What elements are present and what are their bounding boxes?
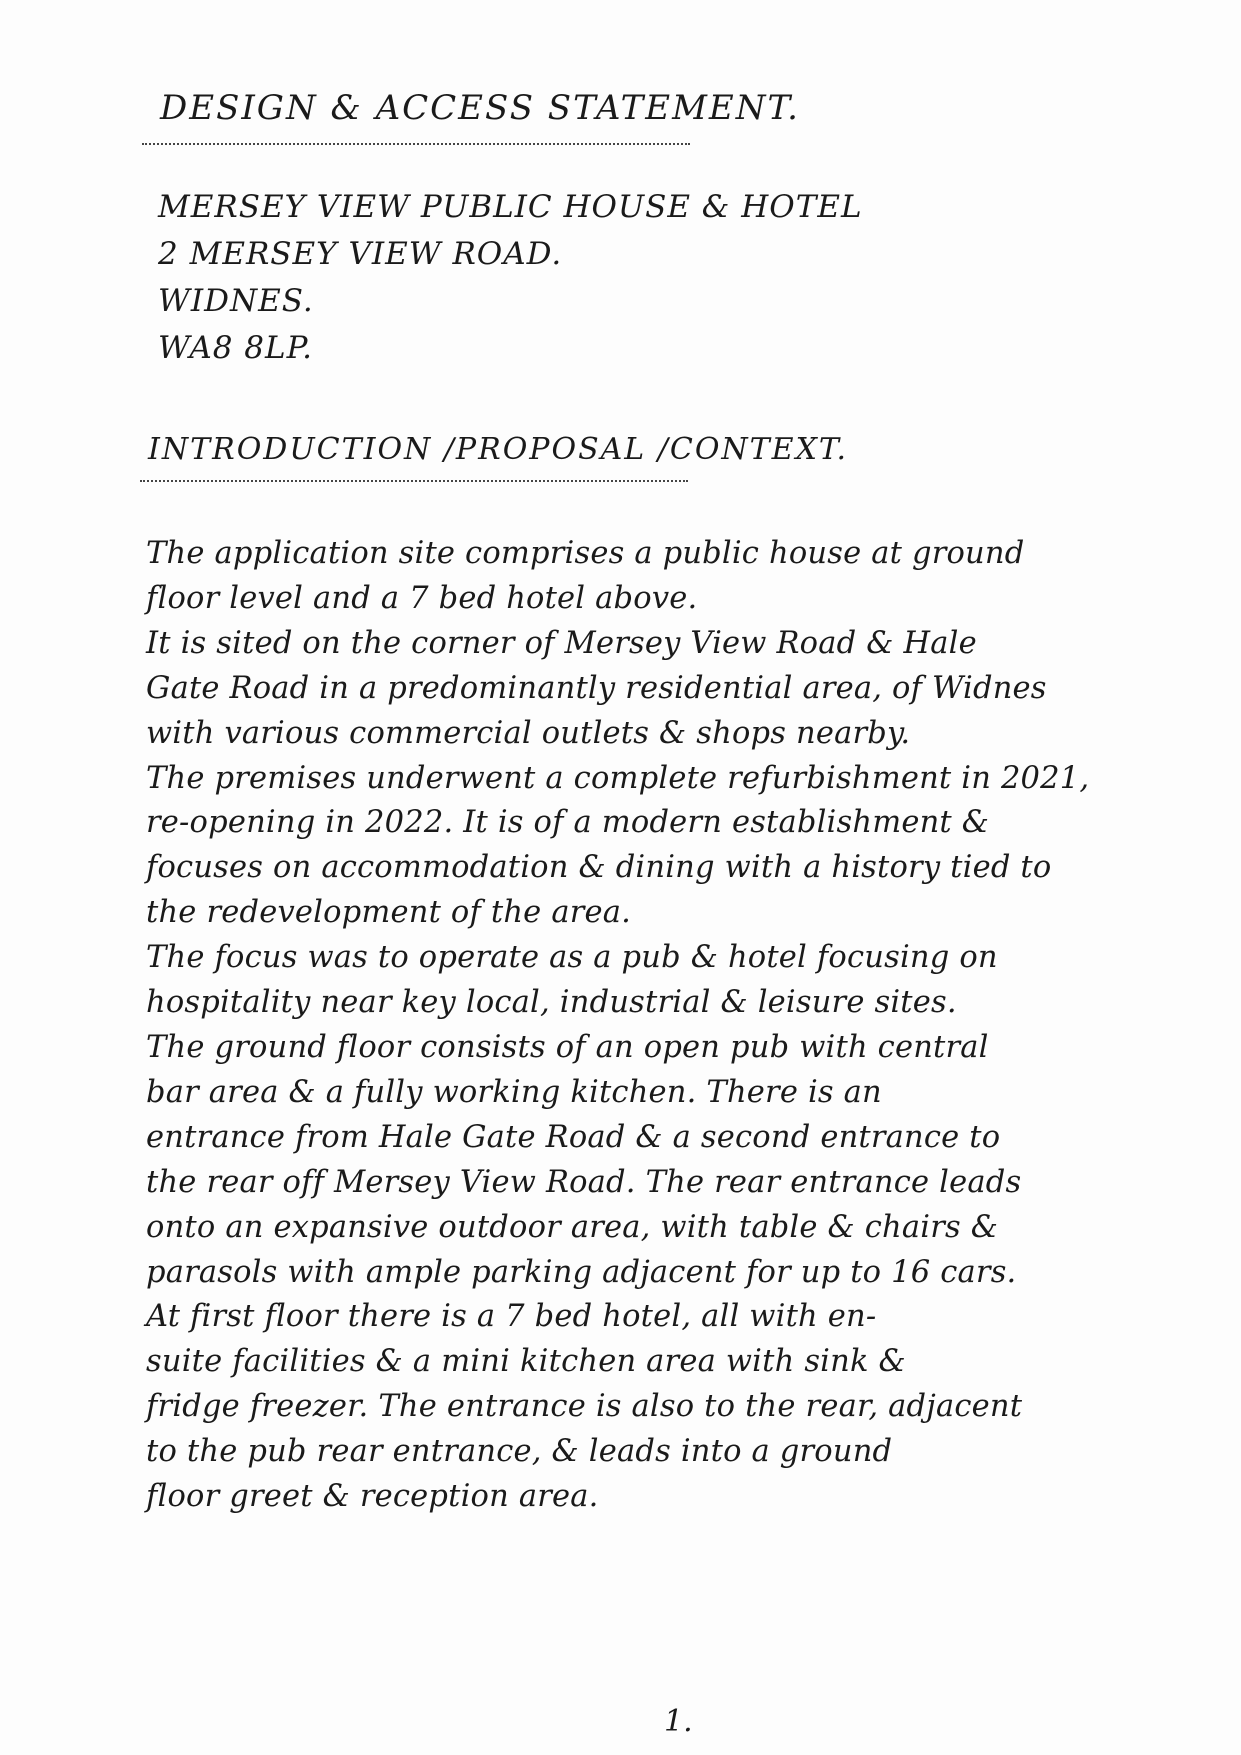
body-line: the rear off Mersey View Road. The rear entrance leads bbox=[146, 1164, 1022, 1200]
section-heading: INTRODUCTION /PROPOSAL /CONTEXT. bbox=[148, 432, 849, 467]
body-line: hospitality near key local, industrial & leisure sites. bbox=[146, 985, 957, 1021]
body-line: the redevelopment of the area. bbox=[146, 895, 632, 931]
address-line-2: 2 MERSEY VIEW ROAD. bbox=[158, 236, 563, 272]
body-line: It is sited on the corner of Mersey View Road & Hale bbox=[146, 625, 977, 661]
address-line-4: WA8 8LP. bbox=[158, 330, 314, 366]
body-line: The premises underwent a complete refurbishment in 2021, bbox=[146, 760, 1090, 796]
title-underline bbox=[142, 143, 690, 145]
address-block bbox=[158, 184, 863, 372]
page-number: 1. bbox=[664, 1704, 693, 1739]
address-line-1: MERSEY VIEW PUBLIC HOUSE & HOTEL bbox=[158, 189, 863, 225]
section-heading-underline bbox=[140, 480, 688, 482]
body-line: bar area & a fully working kitchen. There is an bbox=[146, 1074, 882, 1110]
body-line: to the pub rear entrance, & leads into a ground bbox=[146, 1434, 893, 1470]
body-line: Gate Road in a predominantly residential area, of Widnes bbox=[146, 670, 1047, 706]
body-line: floor greet & reception area. bbox=[146, 1479, 599, 1515]
body-text bbox=[146, 532, 1136, 1520]
body-line: focuses on accommodation & dining with a history tied to bbox=[146, 850, 1052, 886]
body-line: parasols with ample parking adjacent for up to 16 cars. bbox=[146, 1254, 1017, 1290]
body-line: The focus was to operate as a pub & hotel focusing on bbox=[146, 940, 998, 976]
body-line: onto an expansive outdoor area, with table & chairs & bbox=[146, 1209, 999, 1245]
body-line: floor level and a 7 bed hotel above. bbox=[146, 580, 698, 616]
body-line: with various commercial outlets & shops nearby. bbox=[146, 715, 911, 751]
document-title: DESIGN & ACCESS STATEMENT. bbox=[160, 88, 800, 128]
body-line: entrance from Hale Gate Road & a second entrance to bbox=[146, 1119, 1001, 1155]
body-line: At first floor there is a 7 bed hotel, all with en- bbox=[146, 1299, 877, 1335]
body-line: suite facilities & a mini kitchen area with sink & bbox=[146, 1344, 906, 1380]
body-line: fridge freezer. The entrance is also to the rear, adjacent bbox=[146, 1389, 1023, 1425]
body-line: The ground floor consists of an open pub with central bbox=[146, 1029, 989, 1065]
body-line: The application site comprises a public house at ground bbox=[146, 536, 1025, 571]
body-line: re-opening in 2022. It is of a modern establishment & bbox=[146, 805, 990, 841]
address-line-3: WIDNES. bbox=[158, 283, 314, 319]
